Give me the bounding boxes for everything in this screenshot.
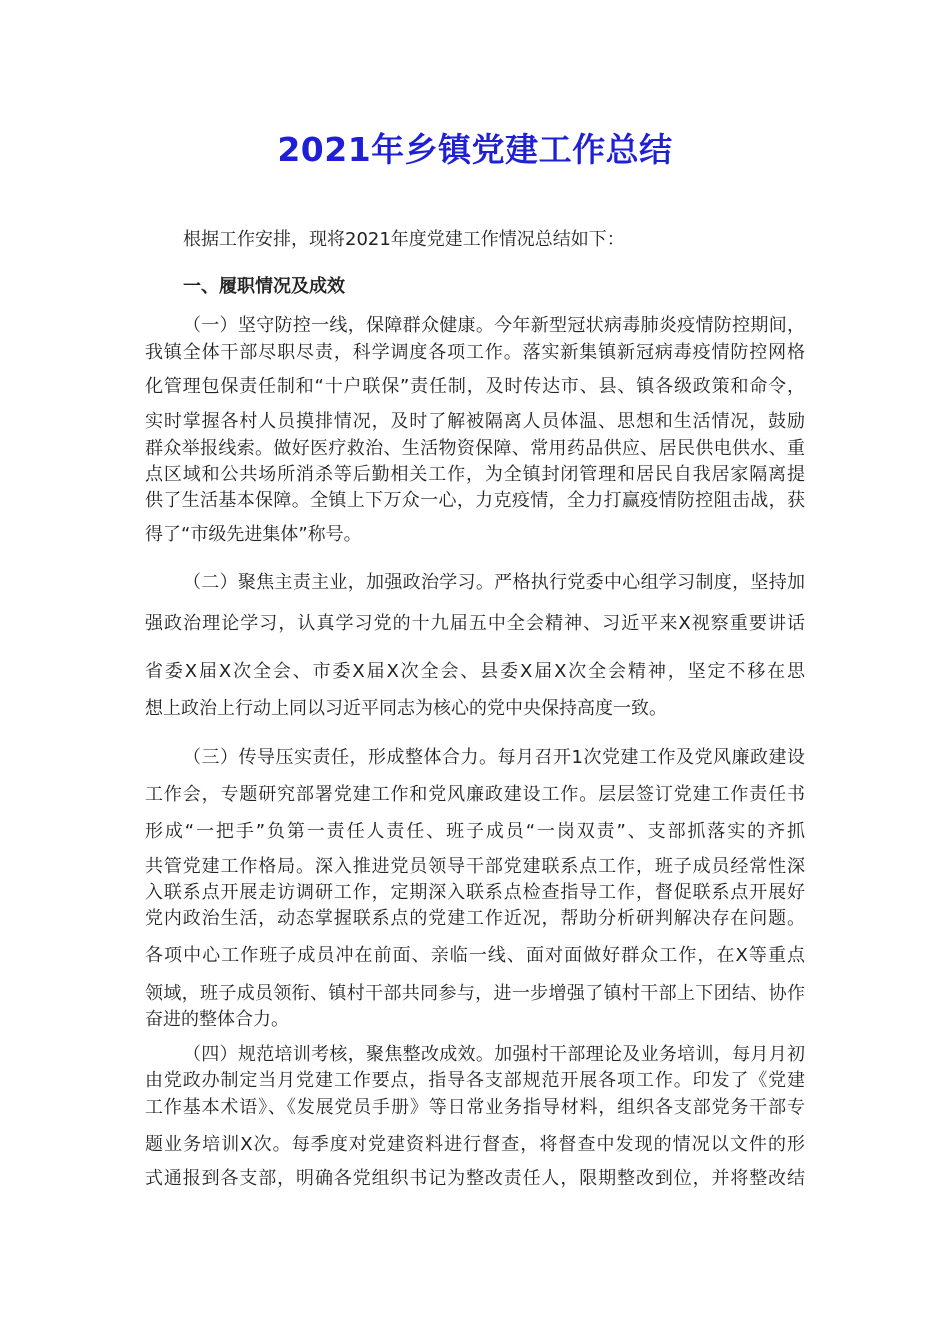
paragraph-line: 共管党建工作格局。深入推进党员领导干部党建联系点工作，班子成员经常性深	[145, 856, 805, 877]
document-title: 2021年乡镇党建工作总结	[277, 130, 673, 169]
paragraph-line: 供了生活基本保障。全镇上下万众一心，力克疫情，全力打赢疫情防控阻击战，获	[145, 490, 805, 511]
paragraph-line: 题业务培训X次。每季度对党建资料进行督查，将督查中发现的情况以文件的形	[145, 1134, 805, 1155]
paragraph-line: 党内政治生活，动态掌握联系点的党建工作近况，帮助分析研判解决存在问题。	[145, 908, 805, 929]
paragraph-line: 形成“一把手”负第一责任人责任、班子成员“一岗双责”、支部抓落实的齐抓	[145, 821, 805, 842]
paragraph-line: （三）传导压实责任，形成整体合力。每月召开1次党建工作及党风廉政建设	[183, 747, 805, 768]
paragraph-line: 式通报到各支部，明确各党组织书记为整改责任人，限期整改到位，并将整改结	[145, 1168, 805, 1189]
paragraph-line: （四）规范培训考核，聚焦整改成效。加强村干部理论及业务培训，每月月初	[183, 1044, 805, 1065]
intro-text: 根据工作安排，现将2021年度党建工作情况总结如下：	[183, 229, 625, 250]
paragraph-line: 点区域和公共场所消杀等后勤相关工作，为全镇封闭管理和居民自我居家隔离提	[145, 464, 805, 485]
paragraph-line: 各项中心工作班子成员冲在前面、亲临一线、面对面做好群众工作，在X等重点	[145, 945, 805, 966]
paragraph-line: 实时掌握各村人员摸排情况，及时了解被隔离人员体温、思想和生活情况，鼓励	[145, 411, 805, 432]
paragraph-line: 我镇全体干部尽职尽责，科学调度各项工作。落实新集镇新冠病毒疫情防控网格	[145, 342, 805, 363]
paragraph-line: 想上政治上行动上同以习近平同志为核心的党中央保持高度一致。	[145, 698, 667, 719]
paragraph-line: 得了“市级先进集体”称号。	[145, 524, 362, 545]
paragraph-line: 工作基本术语》、《发展党员手册》等日常业务指导材料，组织各支部党务干部专	[145, 1097, 805, 1118]
paragraph-line: 化管理包保责任制和“十户联保”责任制，及时传达市、县、镇各级政策和命令，	[145, 376, 805, 397]
paragraph-line: 领域，班子成员领衔、镇村干部共同参与，进一步增强了镇村干部上下团结、协作	[145, 983, 805, 1004]
paragraph-line: 奋进的整体合力。	[145, 1009, 289, 1030]
paragraph-line: 强政治理论学习，认真学习党的十九届五中全会精神、习近平来X视察重要讲话	[145, 613, 805, 634]
paragraph-line: 入联系点开展走访调研工作，定期深入联系点检查指导工作，督促联系点开展好	[145, 882, 805, 903]
paragraph-line: （二）聚焦主责主业，加强政治学习。严格执行党委中心组学习制度，坚持加	[183, 572, 805, 593]
paragraph-line: 群众举报线索。做好医疗救治、生活物资保障、常用药品供应、居民供电供水、重	[145, 438, 805, 459]
paragraph-line: 由党政办制定当月党建工作要点，指导各支部规范开展各项工作。印发了《党建	[145, 1070, 805, 1091]
section-heading: 一、履职情况及成效	[183, 276, 345, 297]
paragraph-line: 省委X届X次全会、市委X届X次全会、县委X届X次全会精神，坚定不移在思	[145, 661, 805, 682]
paragraph-line: （一）坚守防控一线，保障群众健康。今年新型冠状病毒肺炎疫情防控期间，	[183, 315, 805, 336]
paragraph-line: 工作会，专题研究部署党建工作和党风廉政建设工作。层层签订党建工作责任书	[145, 784, 805, 805]
